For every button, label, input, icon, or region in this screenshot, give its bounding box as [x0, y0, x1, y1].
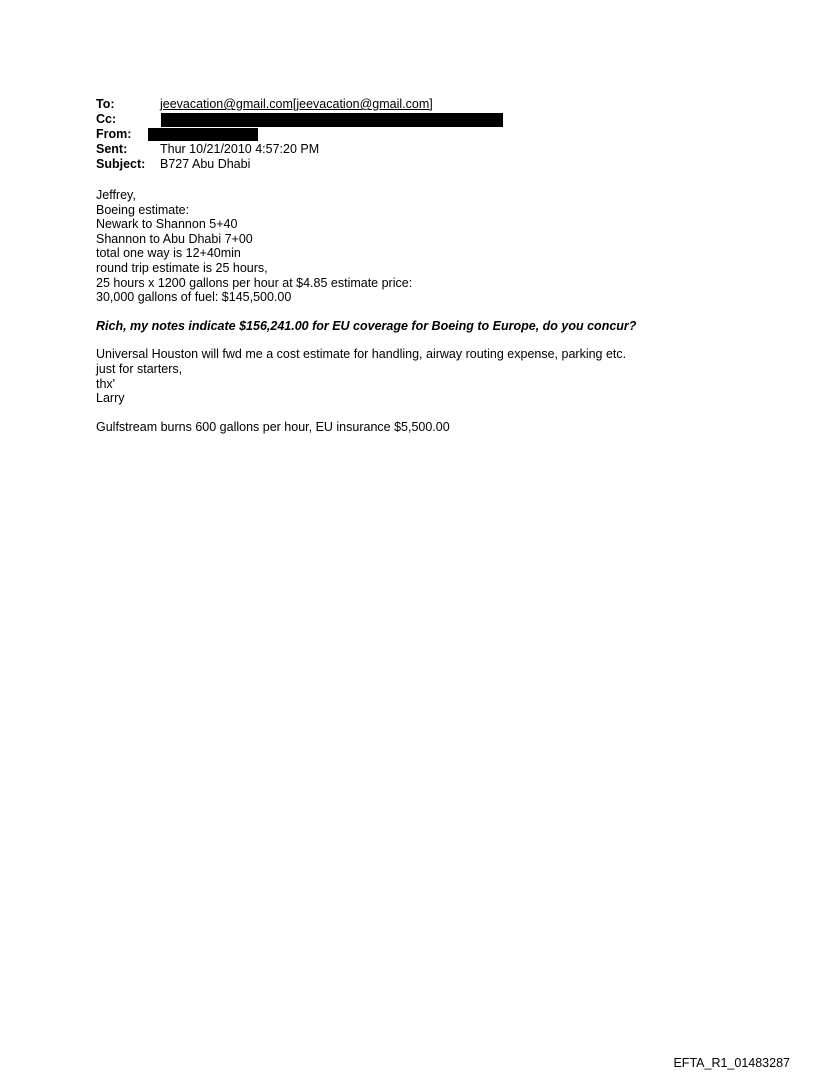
- sent-label: Sent:: [96, 142, 128, 156]
- body-line: round trip estimate is 25 hours,: [96, 260, 268, 275]
- from-redaction-bar: [148, 128, 258, 141]
- body-line: Shannon to Abu Dhabi 7+00: [96, 231, 253, 246]
- to-value: jeevacation@gmail.com[jeevacation@gmail.com]: [160, 97, 433, 111]
- greeting: Jeffrey,: [96, 188, 136, 202]
- emphasized-question: Rich, my notes indicate $156,241.00 for EU coverage for Boeing to Europe, do you concur?: [96, 318, 637, 333]
- email-header: [96, 97, 656, 172]
- body-line: 25 hours x 1200 gallons per hour at $4.85 estimate price:: [96, 275, 413, 290]
- subject-label: Subject:: [96, 157, 146, 171]
- body-line: 30,000 gallons of fuel: $145,500.00: [96, 290, 292, 305]
- subject-value: B727 Abu Dhabi: [160, 157, 251, 171]
- body-line: Universal Houston will fwd me a cost estimate for handling, airway routing expense, parking etc.: [96, 347, 627, 362]
- body-line: Newark to Shannon 5+40: [96, 217, 238, 232]
- subject-row: [96, 157, 656, 172]
- signature-name: Larry: [96, 391, 125, 406]
- document-id: EFTA_R1_01483287: [673, 1056, 790, 1070]
- to-label: To:: [96, 97, 115, 111]
- body-line: total one way is 12+40min: [96, 246, 241, 261]
- cc-redaction-bar: [161, 113, 503, 127]
- sent-value: Thur 10/21/2010 4:57:20 PM: [160, 142, 320, 156]
- cc-label: Cc:: [96, 112, 117, 126]
- closing-note: Gulfstream burns 600 gallons per hour, EU insurance $5,500.00: [96, 419, 450, 434]
- sent-row: [96, 142, 656, 157]
- cc-row: [96, 112, 656, 127]
- body-line: Boeing estimate:: [96, 202, 190, 217]
- paragraph-gap: [96, 333, 736, 347]
- from-label: From:: [96, 127, 132, 141]
- paragraph-gap: [96, 406, 736, 420]
- from-row: [96, 127, 656, 142]
- email-body: [96, 188, 736, 434]
- paragraph-gap: [96, 305, 736, 319]
- body-line: just for starters,: [96, 361, 183, 376]
- body-line: thx': [96, 376, 116, 391]
- to-row: [96, 97, 656, 112]
